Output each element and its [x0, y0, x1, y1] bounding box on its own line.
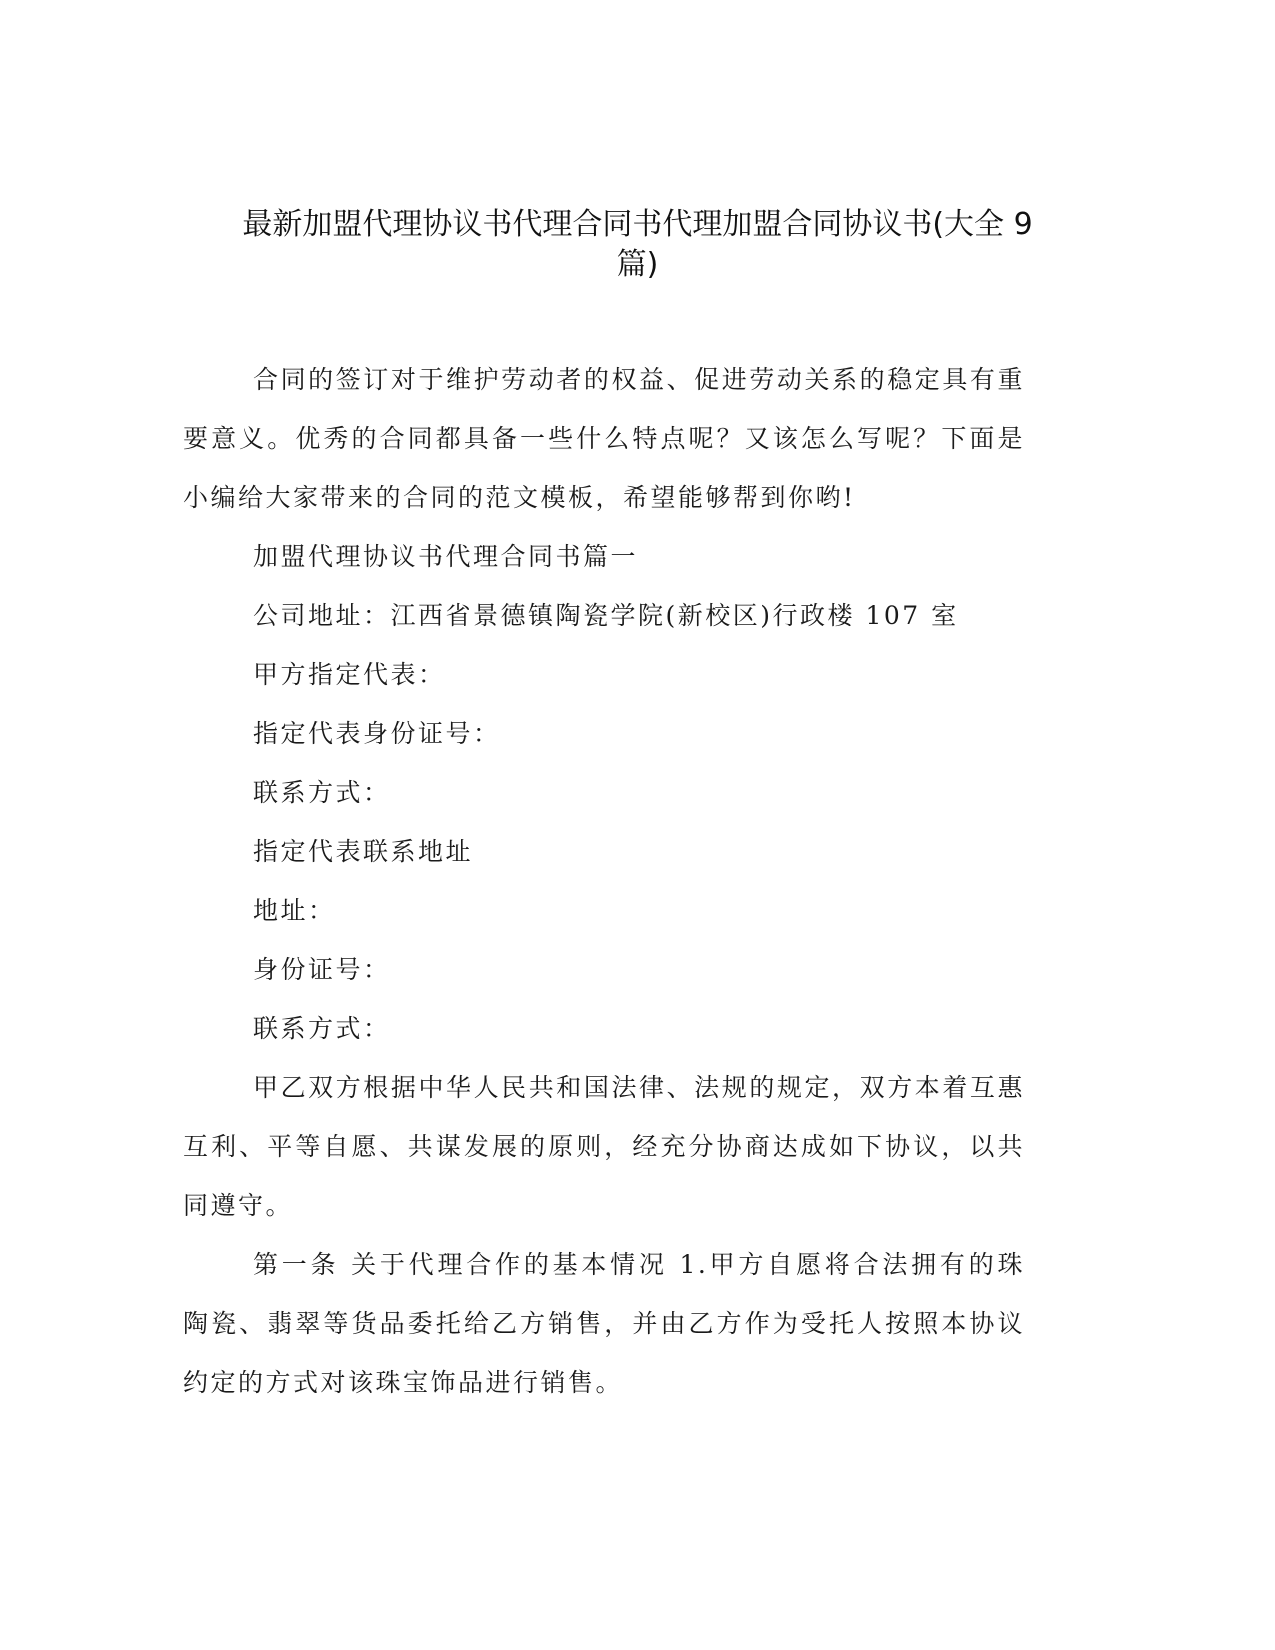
preamble-line: 互利、平等自愿、共谋发展的原则，经充分协商达成如下协议，以共	[183, 1132, 1025, 1161]
article-1-line: 第一条 关于代理合作的基本情况 1.甲方自愿将合法拥有的珠	[253, 1250, 1025, 1279]
preamble-line: 甲乙双方根据中华人民共和国法律、法规的规定，双方本着互惠	[253, 1073, 1025, 1102]
preamble-paragraph	[183, 1058, 1025, 1235]
id-number: 身份证号：	[253, 955, 391, 984]
preamble-line: 同遵守。	[183, 1191, 294, 1220]
representative-id-number: 指定代表身份证号：	[253, 719, 501, 748]
address: 地址：	[253, 896, 336, 925]
document-body	[183, 350, 1025, 1412]
intro-line: 小编给大家带来的合同的范文模板，希望能够帮到你哟!	[183, 483, 856, 512]
contact-method: 联系方式：	[253, 778, 391, 807]
intro-line: 要意义。优秀的合同都具备一些什么特点呢？又该怎么写呢？下面是	[183, 424, 1025, 453]
intro-paragraph	[183, 350, 1025, 527]
article-1-line: 约定的方式对该珠宝饰品进行销售。	[183, 1368, 624, 1397]
title-line-2: 篇)	[616, 247, 659, 282]
company-address: 公司地址：江西省景德镇陶瓷学院(新校区)行政楼 107 室	[253, 601, 959, 630]
article-1-line: 陶瓷、翡翠等货品委托给乙方销售，并由乙方作为受托人按照本协议	[183, 1309, 1025, 1338]
intro-line: 合同的签订对于维护劳动者的权益、促进劳动关系的稳定具有重	[253, 365, 1025, 394]
title-line-1: 最新加盟代理协议书代理合同书代理加盟合同协议书(大全 9	[242, 207, 1033, 242]
document-title	[150, 205, 1125, 285]
party-a-representative: 甲方指定代表：	[253, 660, 446, 689]
contact-method: 联系方式：	[253, 1014, 391, 1043]
section-heading: 加盟代理协议书代理合同书篇一	[253, 542, 639, 571]
representative-contact-address: 指定代表联系地址	[253, 837, 474, 866]
article-1-paragraph	[183, 1235, 1025, 1412]
